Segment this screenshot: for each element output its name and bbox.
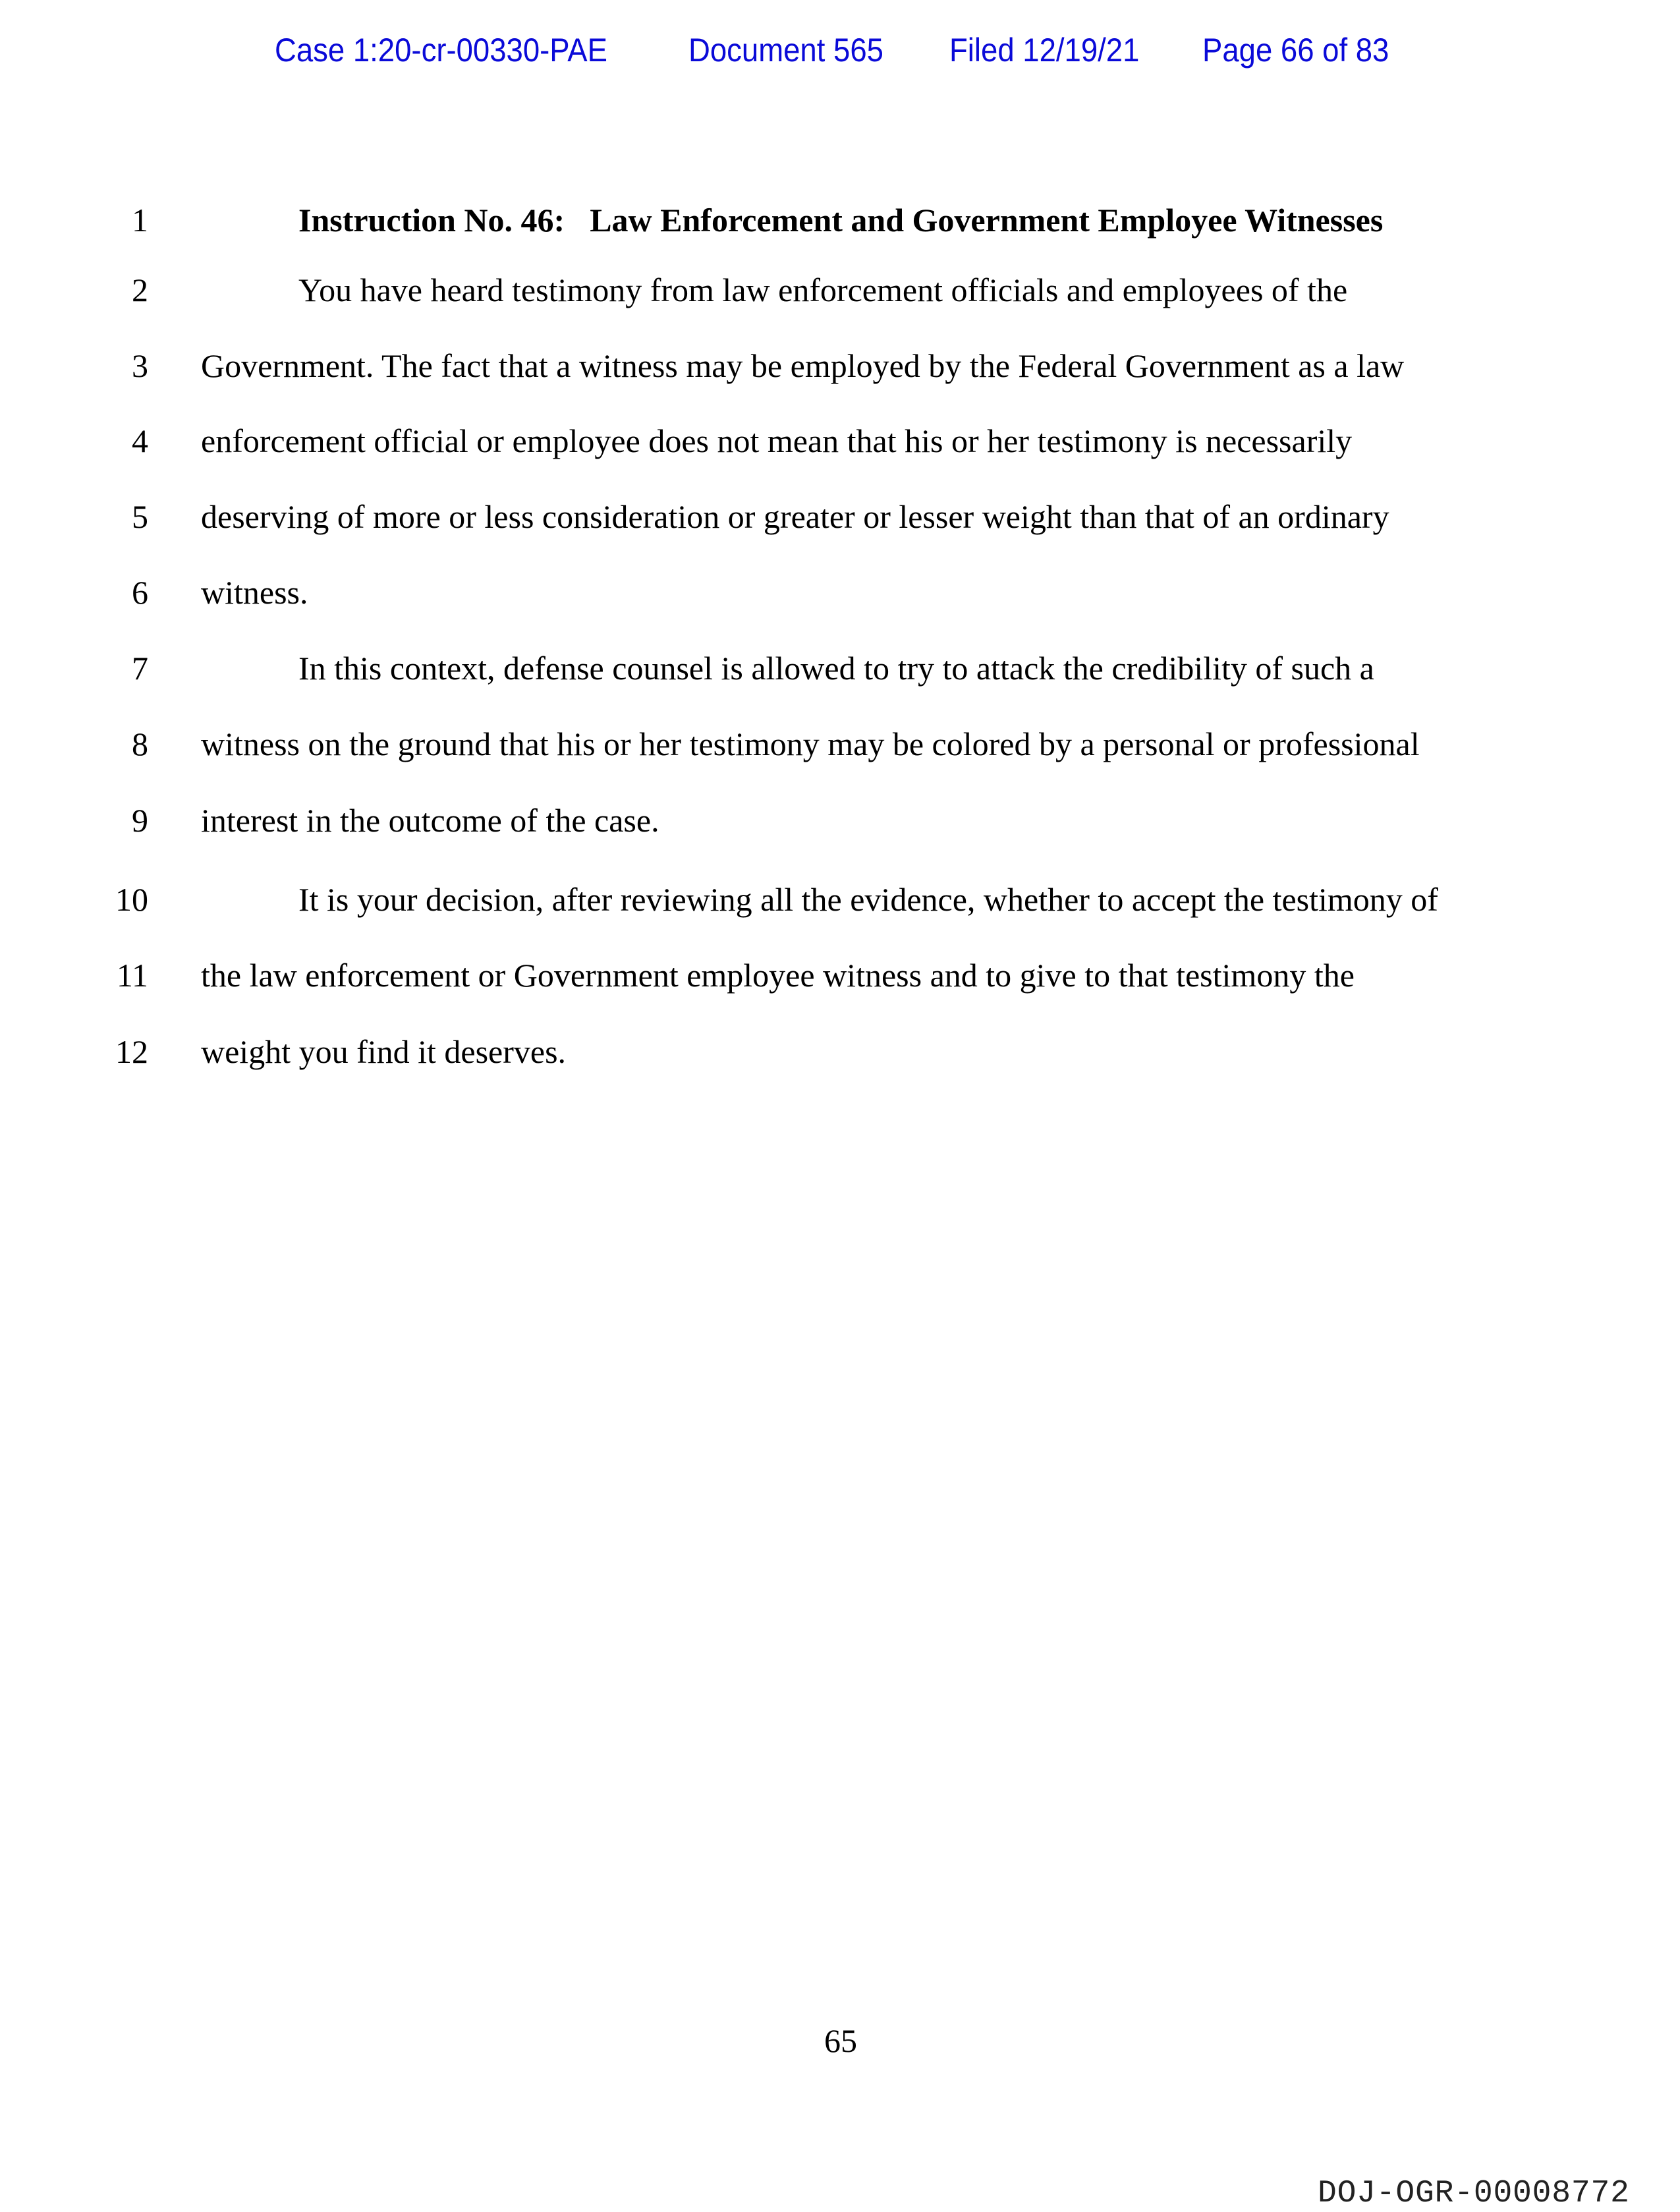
line-text: In this context, defense counsel is allowed to try to attack the credibility of such a xyxy=(298,650,1374,687)
line-number: 9 xyxy=(132,802,148,839)
text-line xyxy=(0,727,1680,760)
line-number: 8 xyxy=(132,725,148,762)
page-number: 65 xyxy=(824,2022,857,2059)
line-number: 2 xyxy=(132,271,148,308)
line-text: It is your decision, after reviewing all the evidence, whether to accept the testimony of xyxy=(298,881,1438,918)
title-line xyxy=(0,204,1680,237)
text-line xyxy=(0,576,1680,609)
line-text: weight you find it deserves. xyxy=(201,1033,567,1070)
line-number: 12 xyxy=(115,1033,148,1070)
line-number: 3 xyxy=(132,347,148,384)
text-line xyxy=(0,1035,1680,1068)
instruction-number: Instruction No. 46: xyxy=(298,202,565,239)
text-line xyxy=(0,424,1680,457)
text-line xyxy=(0,883,1680,916)
line-number: 7 xyxy=(132,650,148,687)
header-filed-date: Filed 12/19/21 xyxy=(949,32,1140,69)
line-text: interest in the outcome of the case. xyxy=(201,802,659,839)
line-text: Government. The fact that a witness may be employed by the Federal Government as a law xyxy=(201,347,1405,384)
line-number: 4 xyxy=(132,422,148,459)
line-number: 1 xyxy=(132,202,148,239)
text-line xyxy=(0,652,1680,685)
text-line xyxy=(0,273,1680,306)
line-text: witness on the ground that his or her testimony may be colored by a personal or professional xyxy=(201,725,1420,762)
line-text: You have heard testimony from law enforcement officials and employees of the xyxy=(298,271,1348,308)
line-number: 6 xyxy=(132,574,148,611)
line-number: 10 xyxy=(115,881,148,918)
text-line xyxy=(0,959,1680,992)
text-line xyxy=(0,804,1680,837)
header-document-number: Document 565 xyxy=(688,32,883,69)
instruction-title xyxy=(298,204,1383,237)
line-number: 5 xyxy=(132,498,148,535)
header-case-number: Case 1:20-cr-00330-PAE xyxy=(275,32,607,69)
instruction-heading: Law Enforcement and Government Employee Witnesses xyxy=(590,202,1384,239)
line-text: the law enforcement or Government employee witness and to give to that testimony the xyxy=(201,957,1355,994)
text-line xyxy=(0,349,1680,382)
bates-number: DOJ-OGR-00008772 xyxy=(1318,2176,1630,2211)
header-page-count: Page 66 of 83 xyxy=(1202,32,1389,69)
line-text: enforcement official or employee does not mean that his or her testimony is necessarily xyxy=(201,422,1353,459)
line-text: witness. xyxy=(201,574,308,611)
text-line xyxy=(0,500,1680,533)
line-number: 11 xyxy=(116,957,148,994)
line-text: deserving of more or less consideration or greater or lesser weight than that of an ordinary xyxy=(201,498,1389,535)
